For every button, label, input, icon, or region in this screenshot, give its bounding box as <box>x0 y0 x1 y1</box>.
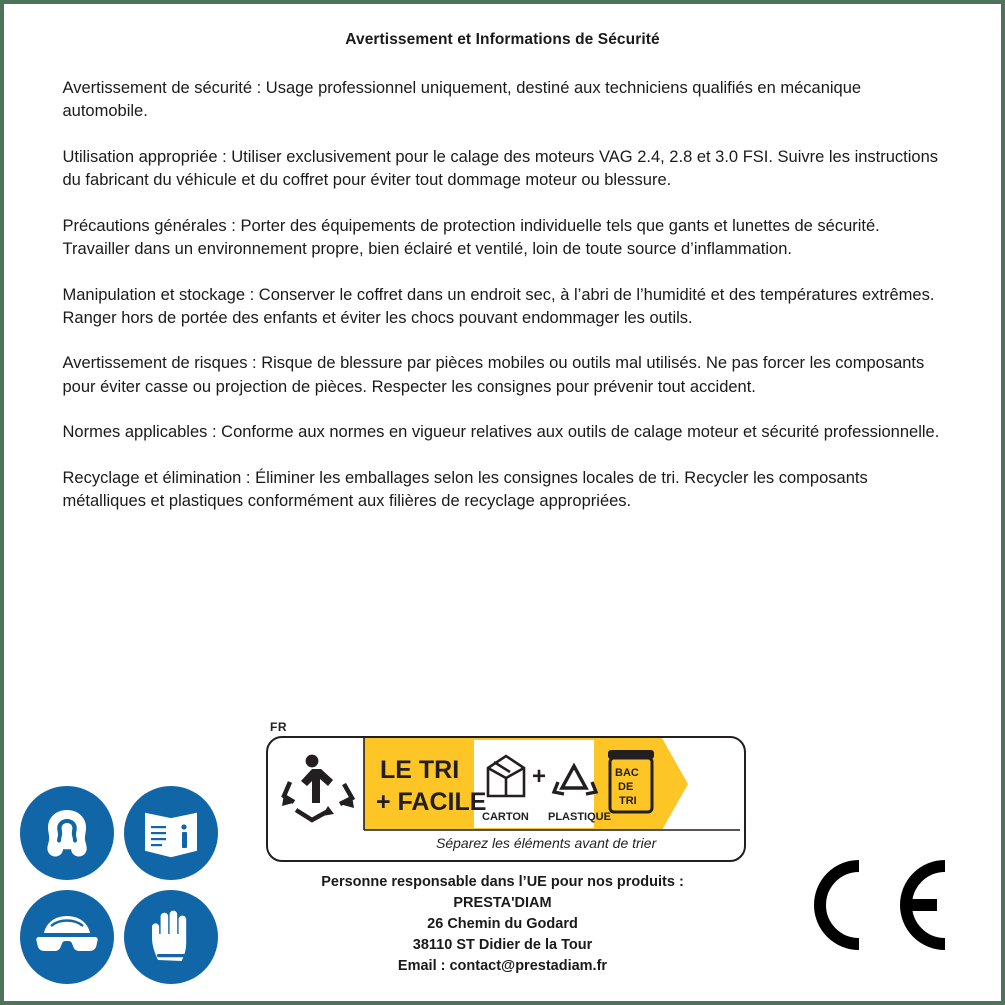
svg-text:DE: DE <box>618 781 634 793</box>
paragraph-general-precautions: Précautions générales : Porter des équipements de protection individuelle tels que gants et lunettes de sécurité. Travailler dans un environnement propre, bien éclairé et ventilé, loin de toute source d’inflammation. <box>62 216 880 259</box>
tri-line1-text: LE TRI <box>380 756 460 784</box>
page-title: Avertissement et Informations de Sécurité <box>345 31 660 48</box>
triman-label-box <box>266 736 746 862</box>
triman-country-code: FR <box>270 720 287 734</box>
tri-carton-text: CARTON <box>482 811 529 823</box>
paragraph-handling-storage: Manipulation et stockage : Conserver le coffret dans un endroit sec, à l’abri de l’humidité et des températures extrêmes. Ranger hors de portée des enfants et éviter les chocs pouvant endommager les outils. <box>62 285 935 327</box>
responsible-person-company: PRESTA'DIAM <box>453 895 552 912</box>
paragraph-proper-use: Utilisation appropriée : Utiliser exclusivement pour le calage des moteurs VAG 2.4, 2.8 et 3.0 FSI. Suivre les instructions du fabricant du véhicule et du coffret pour éviter tout dommage moteur ou blessure. <box>62 147 939 190</box>
paragraph-risk-warning: Avertissement de risques : Risque de blessure par pièces mobiles ou outils mal utilisés. Ne pas forcer les composants pour éviter casse ou projection de pièces. Respecter les consignes pour prévenir tout accident. <box>62 354 925 396</box>
tri-plus-text: + <box>532 763 547 790</box>
paragraph-recycling: Recyclage et élimination : Éliminer les emballages selon les consignes locales de tri. Recycler les composants métalliques et plastiques conformément aux filières de recyclage appropriées. <box>62 468 868 511</box>
svg-text:BAC: BAC <box>615 767 639 779</box>
ear-protection-icon <box>20 786 114 880</box>
responsible-person-address-2: 38110 ST Didier de la Tour <box>412 937 593 954</box>
read-manual-icon <box>124 786 218 880</box>
paragraph-standards: Normes applicables : Conforme aux normes en vigueur relatives aux outils de calage moteur et sécurité professionnelle. <box>62 423 940 442</box>
tri-line2-text: + FACILE <box>376 788 487 816</box>
responsible-person-address-1: 26 Chemin du Godard <box>427 916 578 933</box>
document-body <box>63 49 943 513</box>
tri-plastique-text: PLASTIQUE <box>548 811 611 823</box>
triman-recycling-label <box>266 720 746 860</box>
responsible-person-heading: Personne responsable dans l’UE pour nos produits : <box>321 874 684 890</box>
paragraph-safety-warning: Avertissement de sécurité : Usage professionnel uniquement, destiné aux techniciens qualifiés en mécanique automobile. <box>62 79 862 121</box>
responsible-person-email: Email : contact@prestadiam.fr <box>397 958 608 975</box>
tri-footer-text: Séparez les éléments avant de trier <box>436 835 657 851</box>
ce-marking-icon <box>797 850 953 960</box>
svg-text:TRI: TRI <box>619 795 637 807</box>
